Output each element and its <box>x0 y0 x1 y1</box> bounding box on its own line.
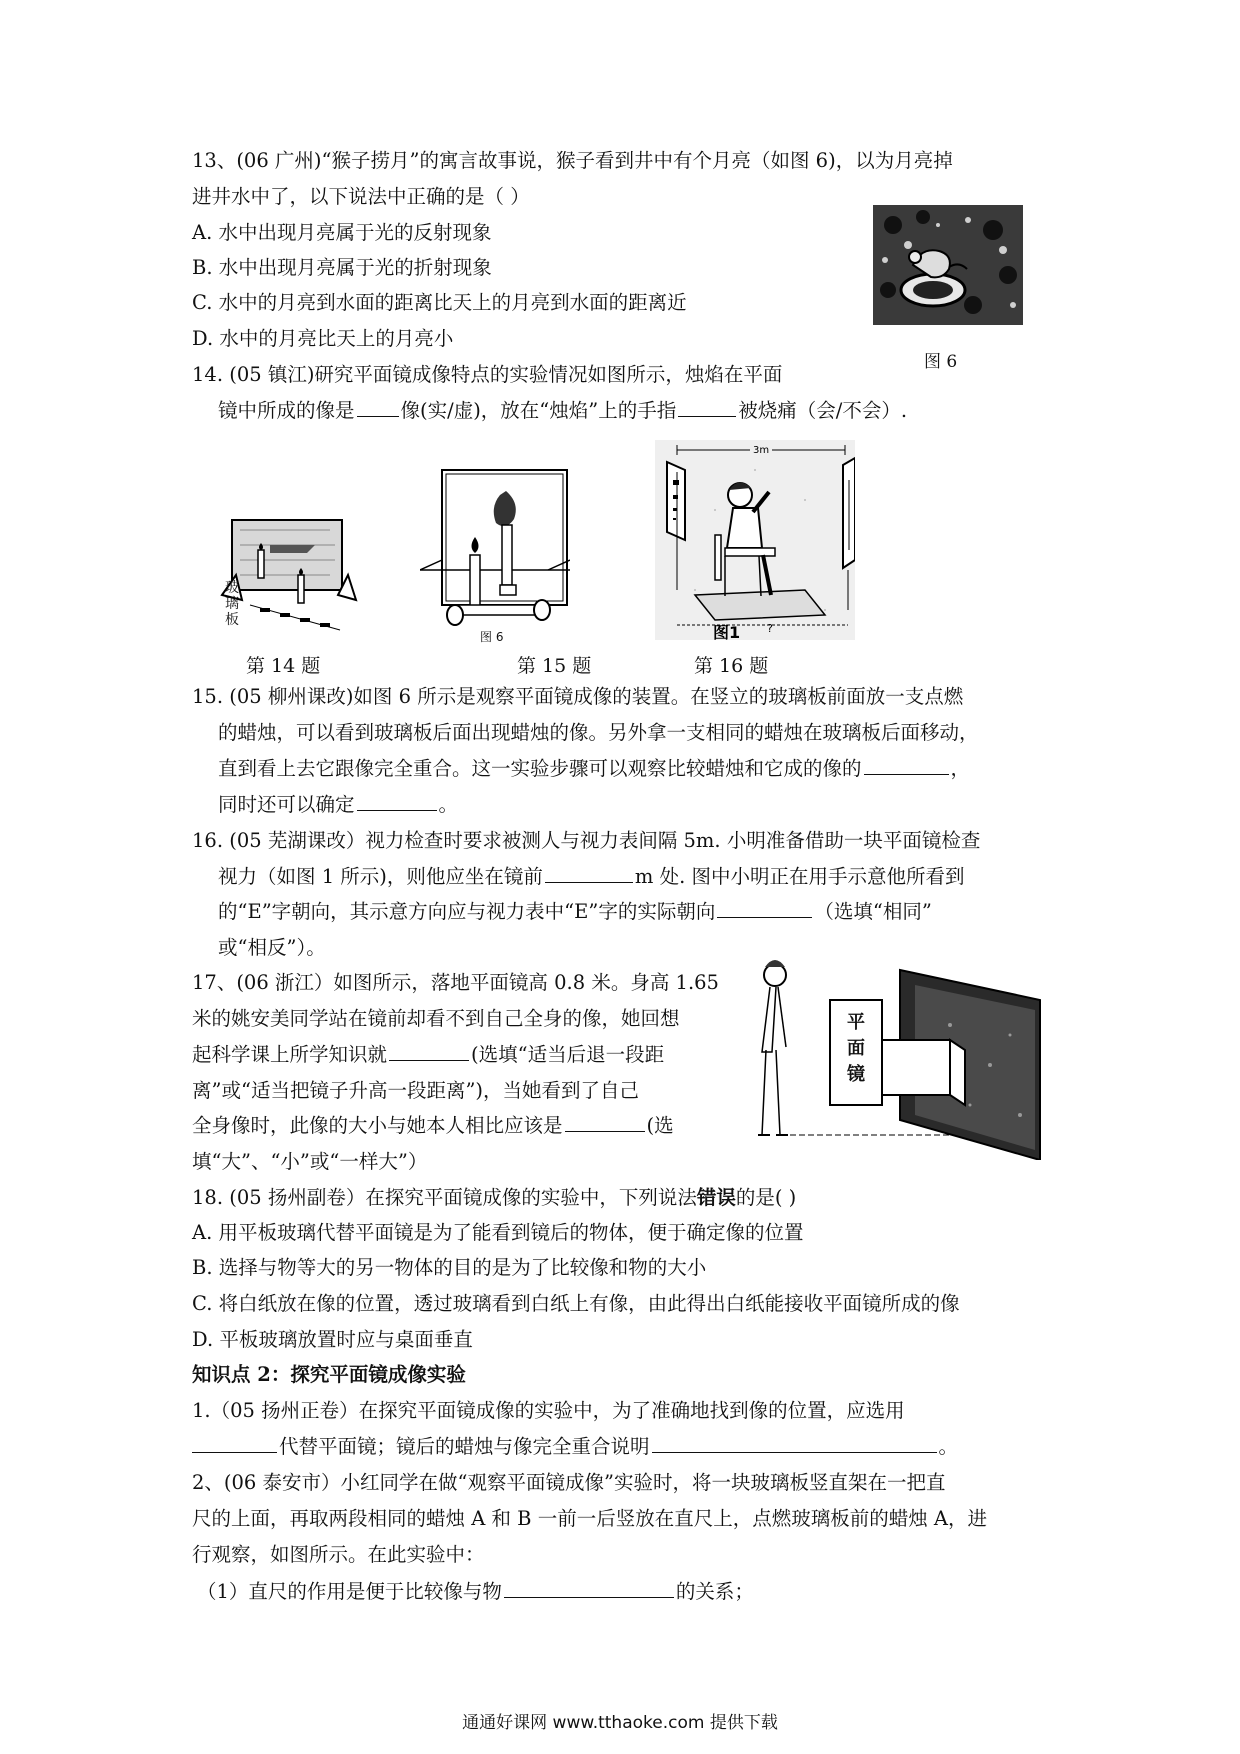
kp2-q2-sub1-text-a: （1）直尺的作用是便于比较像与物 <box>197 1580 502 1603</box>
q16-stem-line4: 或“相反”）。 <box>218 936 326 959</box>
q15-stem-line3 <box>218 756 970 782</box>
q15-text-c: 同时还可以确定 <box>218 793 355 816</box>
q14-stem-line2 <box>218 398 907 424</box>
q17-stem-line1: 17、(06 浙江）如图所示，落地平面镜高 0.8 米。身高 1.65 <box>192 971 719 994</box>
figure-15-candle-setup <box>420 465 570 645</box>
q15-stem-line1: 15. (05 柳州课改)如图 6 所示是观察平面镜成像的装置。在竖立的玻璃板前面放一支点燃 <box>192 685 964 708</box>
q14-text-a: 镜中所成的像是 <box>218 399 355 422</box>
knowledge-point-2-heading: 知识点 2：探究平面镜成像实验 <box>192 1363 466 1386</box>
figure-17-mirror <box>750 945 1050 1160</box>
q18-option-b: B. 选择与物等大的另一物体的目的是为了比较像和物的大小 <box>192 1256 707 1279</box>
q17-stem-line6: 填“大”、“小”或“一样大”） <box>192 1150 428 1173</box>
kp2-q2-line2: 尺的上面，再取两段相同的蜡烛 A 和 B 一前一后竖放在直尺上，点燃玻璃板前的蜡烛 A，进 <box>192 1507 987 1530</box>
q18-stem <box>192 1185 796 1211</box>
q14-text-c: 被烧痛（会/不会）. <box>738 399 908 422</box>
q16-text-c: 的“E”字朝向，其示意方向应与视力表中“E”字的实际朝向 <box>218 900 716 923</box>
figure-16-label: 图1 <box>713 623 741 640</box>
q13-option-c: C. 水中的月亮到水面的距离比天上的月亮到水面的距离近 <box>192 291 687 314</box>
kp2-q2-sub1-blank[interactable] <box>504 1579 674 1598</box>
q16-blank-1[interactable] <box>545 864 633 883</box>
kp2-q2-line3: 行观察，如图所示。在此实验中： <box>192 1543 485 1566</box>
q15-stem-line4 <box>218 792 458 818</box>
kp2-q1-line2 <box>192 1434 958 1460</box>
figure-16-distance-label: 3m <box>753 445 770 456</box>
figure-17-mirror-label: 平面镜 <box>847 1012 865 1085</box>
q16-stem-line1: 16. (05 芜湖课改）视力检查时要求被测人与视力表间隔 5m. 小明准备借助一块平面镜检查 <box>192 829 981 852</box>
kp2-q1-text-b: 。 <box>938 1435 959 1458</box>
q14-blank-2[interactable] <box>678 398 736 417</box>
q15-blank-1[interactable] <box>864 756 949 775</box>
q17-stem-line4: 离”或“适当把镜子升高一段距离”)，当她看到了自己 <box>192 1079 640 1102</box>
kp2-q2-sub1 <box>197 1579 754 1605</box>
q18-text-b: 的是( ) <box>735 1186 797 1209</box>
figure-16-eye-test <box>655 440 855 640</box>
monkey-well-figure <box>873 205 1023 325</box>
page-footer: 通通好课网 www.tthaoke.com 提供下载 <box>462 1713 778 1733</box>
q14-blank-1[interactable] <box>357 398 399 417</box>
q17-blank-2[interactable] <box>565 1113 645 1132</box>
kp2-q2-sub1-text-b: 的关系； <box>675 1580 754 1603</box>
q17-text-c: 全身像时，此像的大小与她本人相比应该是 <box>192 1114 563 1137</box>
caption-q16: 第 16 题 <box>694 655 769 677</box>
q17-stem-line2: 米的姚安美同学站在镜前却看不到自己全身的像，她回想 <box>192 1007 680 1030</box>
q13-option-a: A. 水中出现月亮属于光的反射现象 <box>192 221 492 244</box>
q17-stem-line5 <box>192 1113 674 1139</box>
q13-option-b: B. 水中出现月亮属于光的折射现象 <box>192 256 492 279</box>
kp2-q2-line1: 2、(06 泰安市）小红同学在做“观察平面镜成像”实验时，将一块玻璃板竖直架在一把直 <box>192 1471 946 1494</box>
figure-14-glass-label: 玻璃板 <box>225 580 239 628</box>
q15-text-b: ， <box>950 757 971 780</box>
q16-stem-line3 <box>218 899 932 925</box>
q17-text-d: (选 <box>646 1114 674 1137</box>
caption-q15: 第 15 题 <box>517 655 592 677</box>
caption-q14: 第 14 题 <box>246 655 321 677</box>
q15-text-d: 。 <box>438 793 459 816</box>
q16-text-a: 视力（如图 1 所示)，则他应坐在镜前 <box>218 865 543 888</box>
q15-stem-line2: 的蜡烛，可以看到玻璃板后面出现蜡烛的像。另外拿一支相同的蜡烛在玻璃板后面移动， <box>218 721 979 744</box>
q13-stem-line1: 13、(06 广州)“猴子捞月”的寓言故事说，猴子看到井中有个月亮（如图 6)，以为月亮掉 <box>192 149 953 172</box>
kp2-q1-text-a: 代替平面镜；镜后的蜡烛与像完全重合说明 <box>279 1435 650 1458</box>
q16-blank-2[interactable] <box>717 899 812 918</box>
q13-figure-caption: 图 6 <box>924 352 958 372</box>
kp2-q1-line1: 1.（05 扬州正卷）在探究平面镜成像的实验中，为了准确地找到像的位置，应选用 <box>192 1399 905 1422</box>
q14-text-b: 像(实/虚)，放在“烛焰”上的手指 <box>400 399 677 422</box>
kp2-q1-blank-1[interactable] <box>192 1434 277 1453</box>
q17-blank-1[interactable] <box>389 1042 469 1061</box>
q17-stem-line3 <box>192 1042 664 1068</box>
q18-bold-word: 错误 <box>696 1186 736 1209</box>
q15-blank-2[interactable] <box>357 792 437 811</box>
q13-option-d: D. 水中的月亮比天上的月亮小 <box>192 327 454 350</box>
q16-text-d: （选填“相同” <box>814 900 932 923</box>
q16-stem-line2 <box>218 864 965 890</box>
q18-text-a: 18. (05 扬州副卷）在探究平面镜成像的实验中，下列说法 <box>192 1186 697 1209</box>
q14-stem-line1: 14. (05 镇江)研究平面镜成像特点的实验情况如图所示，烛焰在平面 <box>192 363 783 386</box>
q18-option-c: C. 将白纸放在像的位置，透过玻璃看到白纸上有像，由此得出白纸能接收平面镜所成的像 <box>192 1292 960 1315</box>
q17-text-b: (选填“适当后退一段距 <box>471 1043 665 1066</box>
q13-stem-line2: 进井水中了，以下说法中正确的是（ ） <box>192 185 530 208</box>
q15-text-a: 直到看上去它跟像完全重合。这一实验步骤可以观察比较蜡烛和它成的像的 <box>218 757 862 780</box>
q17-text-a: 起科学课上所学知识就 <box>192 1043 388 1066</box>
figure-16-unknown-distance: ? <box>767 622 773 635</box>
kp2-q1-blank-2[interactable] <box>652 1434 937 1453</box>
q18-option-d: D. 平板玻璃放置时应与桌面垂直 <box>192 1328 473 1351</box>
q18-option-a: A. 用平板玻璃代替平面镜是为了能看到镜后的物体，便于确定像的位置 <box>192 1221 804 1244</box>
figure-15-label: 图 6 <box>480 630 504 644</box>
q16-text-b: m 处. 图中小明正在用手示意他所看到 <box>634 865 965 888</box>
